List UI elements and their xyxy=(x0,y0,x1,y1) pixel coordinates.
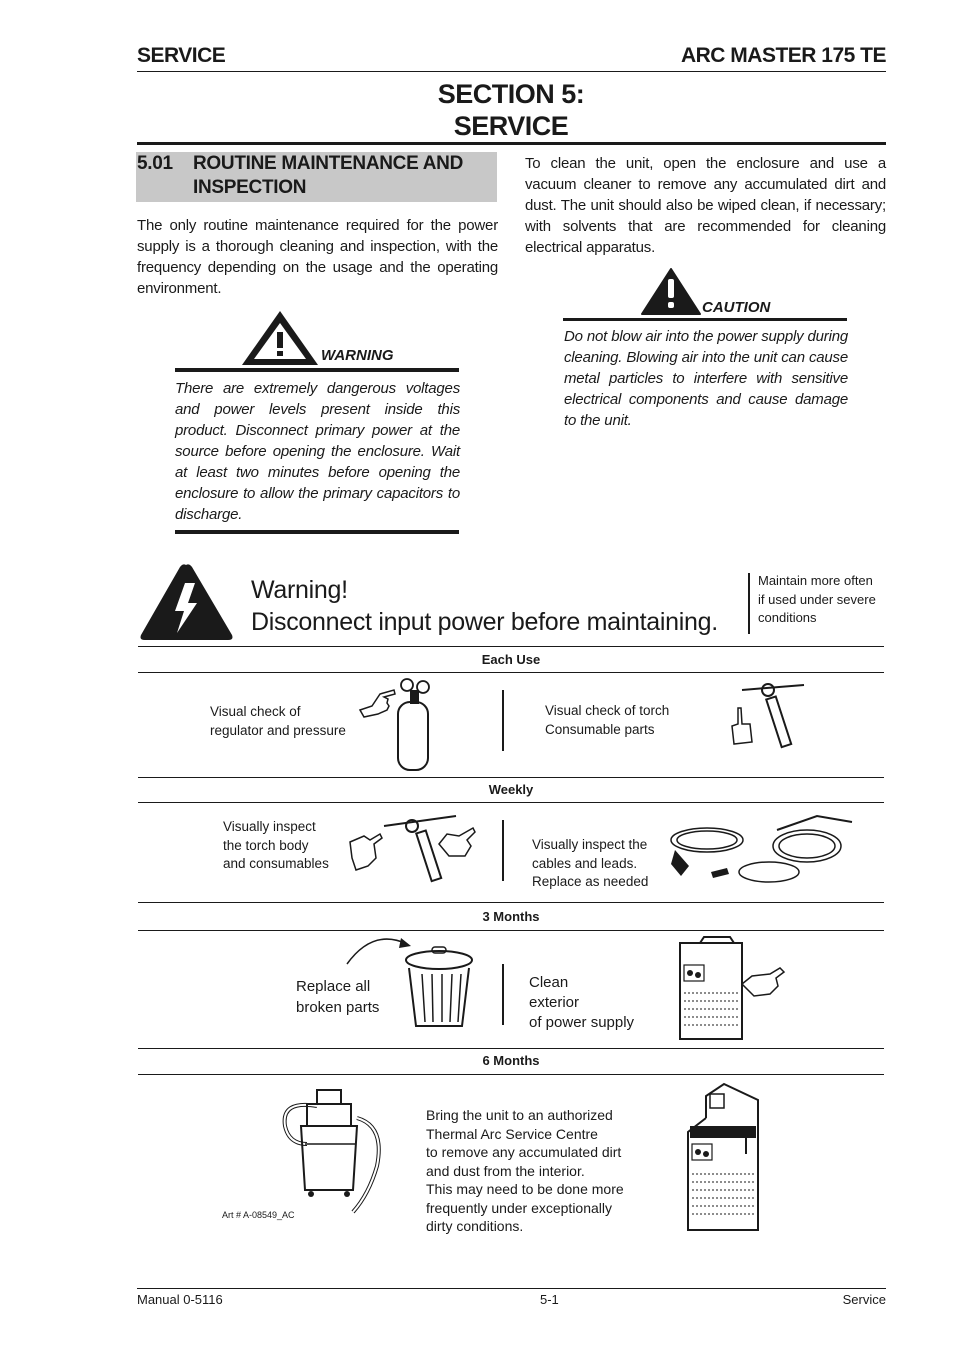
band-rule xyxy=(138,1074,884,1075)
warning-triangle-icon xyxy=(240,309,320,367)
pointing-hand-icon xyxy=(358,684,398,720)
caution-label: CAUTION xyxy=(702,299,771,316)
side-note: Maintain more often if used under severe conditions xyxy=(758,573,876,625)
column-divider xyxy=(502,820,504,881)
subsection-heading: 5.01 ROUTINE MAINTENANCE AND INSPECTION xyxy=(137,153,464,198)
cleaning-paragraph: To clean the unit, open the enclosure and use a vacuum cleaner to remove any accumulated dirt and dust. The unit should also be wiped clean, if necessary; with solvents that are recommended for cleaning electrical apparatus. xyxy=(525,155,886,256)
each-use-right-text: Visual check of torch Consumable parts xyxy=(545,703,670,737)
warning-bottom-rule xyxy=(175,530,459,534)
pointing-hand-icon xyxy=(346,832,384,874)
6-months-text: Bring the unit to an authorized Thermal Arc Service Centre to remove any accumulated dirt and dust from the interior. This may need to be done more frequently under exceptionally dirty conditions. xyxy=(426,1107,624,1234)
band-rule xyxy=(138,777,884,778)
header-section-label: SERVICE xyxy=(137,44,226,67)
3-months-left-text: Replace all broken parts xyxy=(296,978,380,1016)
cables-icon xyxy=(667,810,857,890)
pointing-hand-icon xyxy=(437,826,477,860)
header-product-name: ARC MASTER 175 TE xyxy=(680,44,886,67)
trash-can-icon xyxy=(404,946,474,1030)
section-title-rule xyxy=(137,142,886,145)
side-note-bar xyxy=(748,573,750,634)
band-rule xyxy=(138,672,884,673)
band-each-use: Each Use xyxy=(481,652,541,667)
band-rule xyxy=(138,646,884,647)
caution-triangle-icon xyxy=(641,268,701,316)
band-3-months: 3 Months xyxy=(482,909,540,924)
power-supply-icon xyxy=(684,1082,764,1234)
high-voltage-icon xyxy=(139,563,234,641)
column-divider xyxy=(502,690,504,751)
pointing-hand-icon xyxy=(730,706,756,746)
footer-page-number: 5-1 xyxy=(540,1292,559,1307)
3-months-right-text: Clean exterior of power supply xyxy=(529,974,635,1031)
caution-text: Do not blow air into the power supply during cleaning. Blowing air into the unit can cause metal particles to interfere with sensitive electrical components and cause damage to the unit. xyxy=(564,328,848,429)
warning-label: WARNING xyxy=(321,347,394,364)
gas-cylinder-icon xyxy=(393,674,437,772)
footer-manual-number: Manual 0-5116 xyxy=(137,1292,223,1307)
column-divider xyxy=(502,964,504,1025)
caution-top-rule xyxy=(563,318,847,321)
warning-top-rule xyxy=(175,368,459,372)
art-number: Art # A-08549_AC xyxy=(222,1210,295,1220)
header-rule xyxy=(137,71,886,72)
band-rule xyxy=(138,802,884,803)
chart-warning-text: Warning! Disconnect input power before maintaining. xyxy=(251,576,718,636)
each-use-left-text: Visual check of regulator and pressure xyxy=(210,704,346,738)
footer-rule xyxy=(137,1288,886,1289)
section-title: SECTION 5: SERVICE xyxy=(437,79,585,141)
warning-text: There are extremely dangerous voltages and power levels present inside this product. Disconnect primary power at the source before opening the enclosure. Wait at least two minutes before opening the enclosure to allow the primary capacitors to discharge. xyxy=(175,380,460,523)
band-rule xyxy=(138,930,884,931)
pointing-hand-icon xyxy=(740,964,786,1000)
band-rule xyxy=(138,1048,884,1049)
weekly-left-text: Visually inspect the torch body and consumables xyxy=(223,819,329,871)
band-weekly: Weekly xyxy=(488,782,534,797)
power-supply-icon xyxy=(676,935,746,1043)
band-6-months: 6 Months xyxy=(482,1053,540,1068)
weekly-right-text: Visually inspect the cables and leads. Replace as needed xyxy=(532,837,649,889)
vacuum-cleaner-icon xyxy=(277,1086,387,1216)
intro-paragraph: The only routine maintenance required for the power supply is a thorough cleaning and inspection, with the frequency depending on the usage and the operating environment. xyxy=(137,217,498,297)
footer-section-name: Service xyxy=(842,1292,886,1307)
band-rule xyxy=(138,902,884,903)
